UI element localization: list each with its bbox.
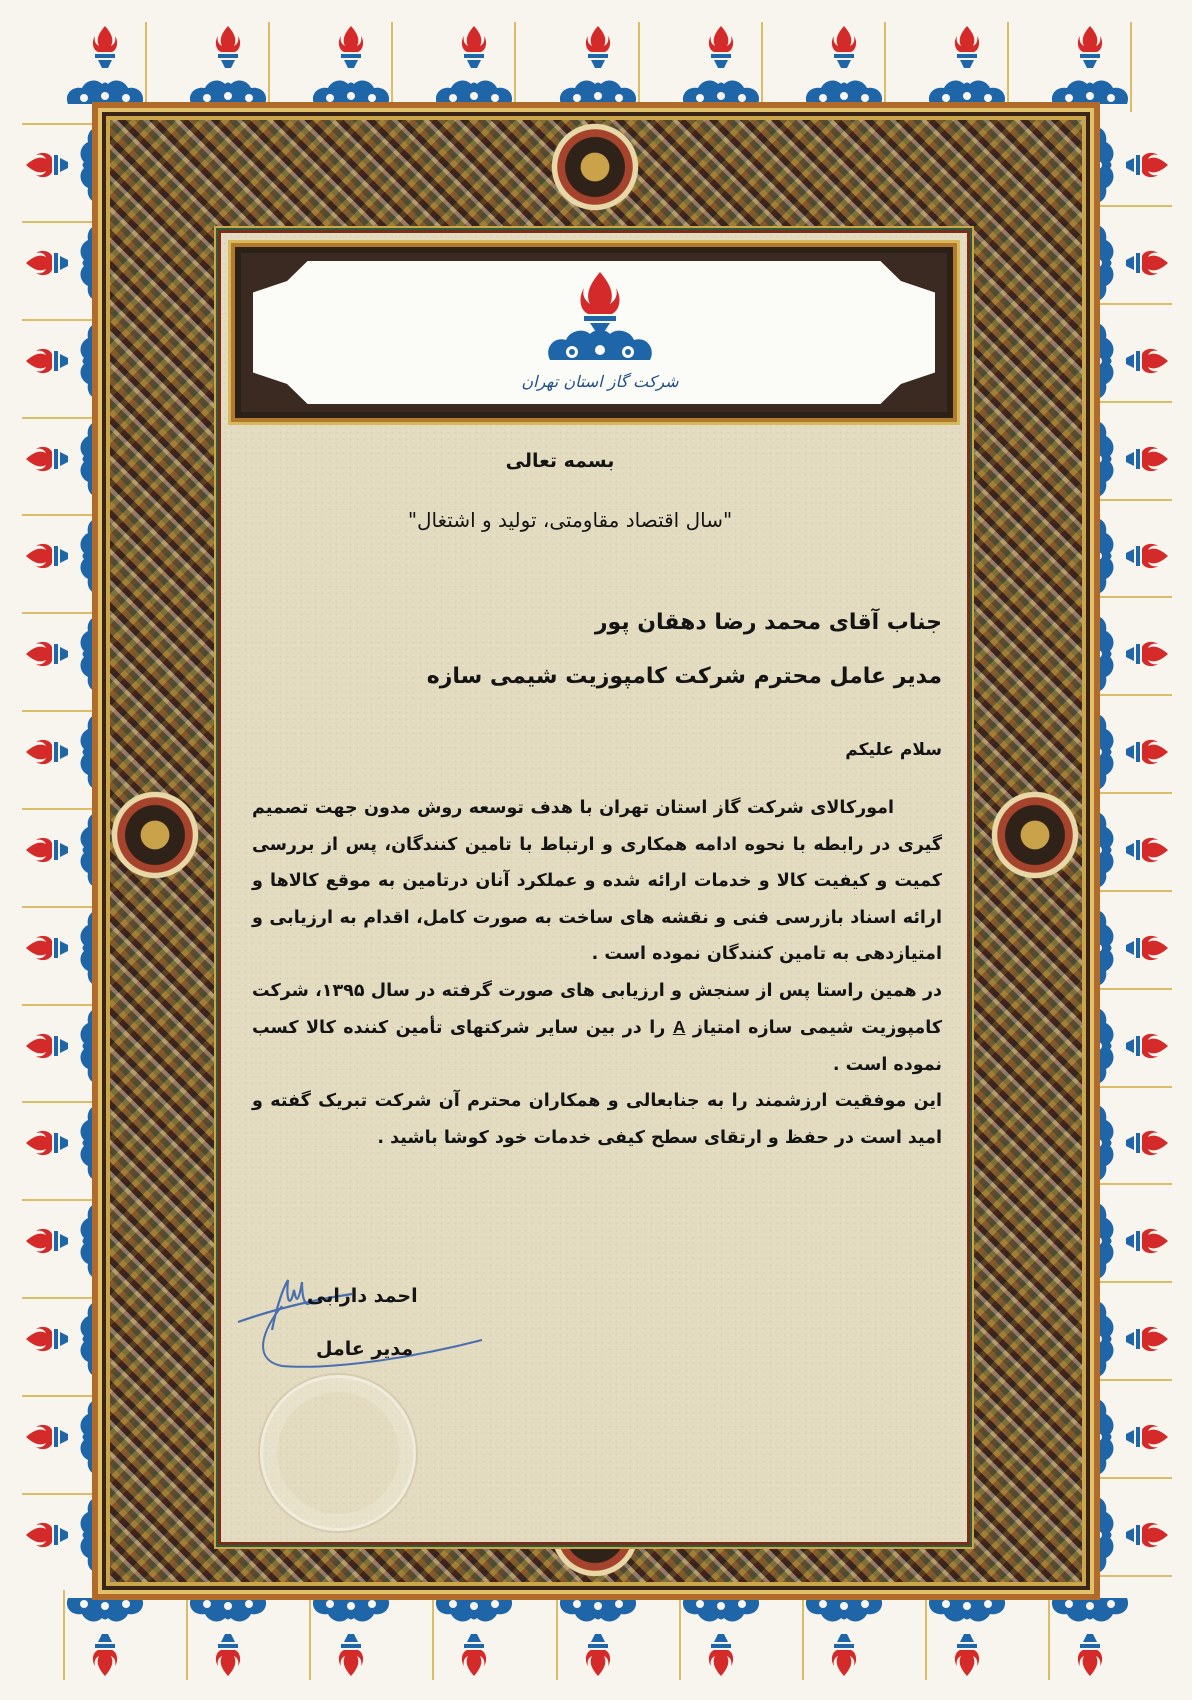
flame-torch-motif-icon bbox=[306, 1590, 396, 1680]
grade-badge: A bbox=[672, 1017, 686, 1037]
invocation: بسمه تعالی bbox=[505, 450, 615, 472]
recipient-title: مدیر عامل محترم شرکت کامپوزیت شیمی سازه bbox=[426, 664, 942, 689]
gas-company-logo-icon bbox=[540, 268, 660, 368]
body-paragraph-3: این موفقیت ارزشمند را به جنابعالی و همکاران محترم آن شرکت تبریک گفته و امید است در حفظ و ارتقای سطح کیفی خدمات خود کوشا باشید . bbox=[252, 1091, 942, 1148]
flame-torch-motif-icon bbox=[429, 1590, 519, 1680]
flame-torch-motif-icon bbox=[183, 22, 273, 112]
flame-torch-motif-icon bbox=[922, 1590, 1012, 1680]
letter-body bbox=[252, 790, 942, 1156]
flame-torch-motif-icon bbox=[1045, 22, 1135, 112]
signer-title: مدیر عامل bbox=[316, 1338, 414, 1360]
flame-torch-motif-icon bbox=[799, 1590, 889, 1680]
year-slogan: "سال اقتصاد مقاومتی، تولید و اشتغال" bbox=[407, 508, 733, 532]
flame-torch-motif-icon bbox=[429, 22, 519, 112]
flame-torch-motif-icon bbox=[676, 1590, 766, 1680]
flame-torch-motif-icon bbox=[1045, 1590, 1135, 1680]
paragraph-2-end: را در بین سایر شرکتهای تأمین کننده کالا کسب نموده است . bbox=[252, 1018, 942, 1075]
flame-torch-motif-icon bbox=[799, 22, 889, 112]
flame-torch-motif-icon bbox=[676, 22, 766, 112]
recipient-name: جناب آقای محمد رضا دهقان پور bbox=[594, 610, 942, 635]
body-paragraph-2 bbox=[252, 973, 942, 1084]
organization-name: شرکت گاز استان تهران bbox=[521, 372, 679, 391]
body-paragraph-1: امورکالای شرکت گاز استان تهران با هدف توسعه روش مدون جهت تصمیم گیری در رابطه با نحوه ادامه همکاری و ارتباط با تامین کنندگان، پس از بررسی کمیت و کیفیت کالا و خدمات ارائه شده و عملکرد آنان درتامین به موقع کالاها و ارائه اسناد بازرسی فنی و نقشه های ساخت به صورت کامل، اقدام به ارزیابی و امتیازدهی به تامین کنندگان نموده است . bbox=[252, 798, 942, 964]
flame-torch-motif-icon bbox=[922, 22, 1012, 112]
signer-name: احمد دارابی bbox=[307, 1285, 418, 1307]
embossed-seal-icon bbox=[260, 1375, 416, 1531]
paragraph-2-start: در همین راستا پس از سنجش و ارزیابی های صورت گرفته در سال ۱۳۹۵، شرکت کامپوزیت شیمی سازه امتیاز bbox=[252, 980, 942, 1038]
flame-torch-motif-icon bbox=[306, 22, 396, 112]
flame-torch-motif-icon bbox=[60, 1590, 150, 1680]
greeting: سلام علیکم bbox=[845, 740, 942, 760]
flame-torch-motif-icon bbox=[183, 1590, 273, 1680]
flame-torch-motif-icon bbox=[60, 22, 150, 112]
